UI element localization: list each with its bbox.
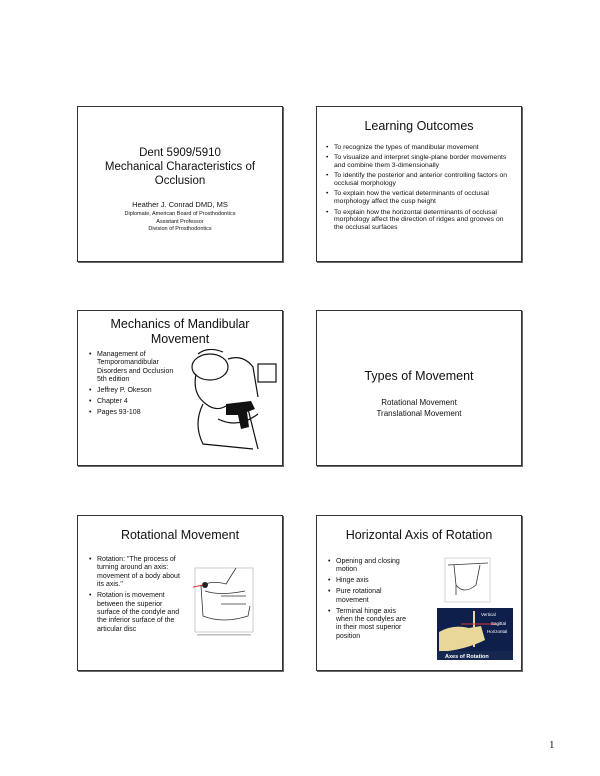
subtitle: Rotational Movement [381, 398, 457, 407]
figure-label-horizontal: Horizontal [487, 629, 508, 634]
bullet-item: • Opening and closing motion [327, 558, 412, 575]
bullet-list [325, 144, 513, 234]
bullet-item: • Rotation is movement between the superior surface of the condyle and the inferior surface of the articular disc [88, 592, 180, 634]
bullet-item: • To explain how the vertical determinants of occlusal morphology affect the cusp height [325, 190, 513, 206]
author: Heather J. Conrad DMD, MS [132, 200, 228, 209]
bullet-item: • Rotation: "The process of turning around an axis: movement of a body about its axis." [88, 556, 180, 590]
credential: Diplomate, American Board of Prosthodontics [124, 211, 236, 217]
slide-5 [77, 515, 283, 671]
slide-title: Learning Outcomes [364, 119, 474, 133]
bullet-item: • To identify the posterior and anterior controlling factors on occlusal morphology [325, 172, 513, 188]
slide-4 [316, 310, 522, 466]
bullet-item: • To recognize the types of mandibular movement [325, 144, 513, 152]
bullet-list [327, 558, 412, 644]
slide-title: Types of Movement [364, 369, 474, 383]
bullet-item: • Chapter 4 [88, 398, 183, 406]
slide-6 [316, 515, 522, 671]
slide-2 [316, 106, 522, 262]
bullet-item: • Jeffrey P. Okeson [88, 387, 183, 395]
slide-title [78, 317, 282, 347]
bullet-list [88, 556, 180, 637]
title-line: Movement [150, 332, 210, 346]
subtitle-list [317, 397, 521, 419]
slide-title: Rotational Movement [120, 528, 240, 542]
slide-3 [77, 310, 283, 466]
bullet-item: • Pure rotational movement [327, 588, 412, 605]
figure-label-vertical: Vertical [481, 612, 496, 617]
figure-caption: Axes of Rotation [445, 654, 489, 660]
bullet-item: • Pages 93-108 [88, 409, 183, 417]
credential: Division of Prosthodontics [148, 226, 212, 232]
title-line: Dent 5909/5910 [139, 147, 221, 159]
mandible-diagram [193, 566, 255, 638]
bullet-item: • To visualize and interpret single-plane border movements and combine them 3-dimensionally [325, 154, 513, 170]
title-line: Mechanics of Mandibular [110, 317, 250, 331]
bullet-item: • To explain how the horizontal determinants of occlusal morphology affect the direction of ridges and grooves on the occlusal surfaces [325, 209, 513, 232]
cartoon-illustration [188, 349, 278, 454]
slide-title [78, 146, 282, 188]
bullet-item: • Terminal hinge axis when the condyles are in their most superior position [327, 608, 412, 642]
subtitle: Translational Movement [376, 409, 462, 418]
slide-title: Horizontal Axis of Rotation [345, 528, 493, 542]
bullet-item: • Management of Temporomandibular Disorders and Occlusion 5th edition [88, 351, 183, 385]
page-number: 1 [549, 739, 555, 751]
bullet-list [88, 351, 183, 420]
slide-1 [77, 106, 283, 262]
hinge-axis-diagram [444, 557, 492, 605]
credentials [78, 211, 282, 234]
credential: Assistant Professor [156, 218, 204, 225]
figure-label-sagittal: Sagittal [491, 621, 507, 626]
axes-of-rotation-figure [437, 608, 513, 660]
bullet-item: • Hinge axis [327, 577, 412, 585]
title-line: Mechanical Characteristics of [104, 161, 256, 173]
title-line: Occlusion [154, 175, 206, 187]
